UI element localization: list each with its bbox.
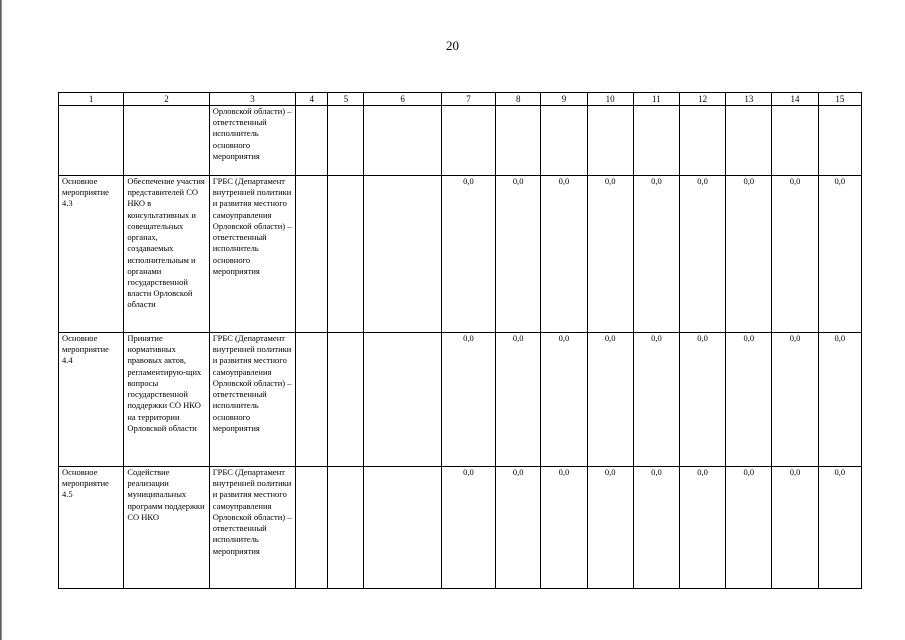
cell-value — [633, 106, 679, 176]
cell-empty — [364, 467, 441, 589]
header-cell: 10 — [587, 93, 633, 106]
header-cell: 12 — [680, 93, 726, 106]
header-cell: 8 — [496, 93, 541, 106]
header-cell: 2 — [124, 93, 209, 106]
cell-empty — [296, 106, 328, 176]
cell-executor: Орловской области) – ответственный исполнитель основного мероприятия — [209, 106, 295, 176]
cell-value — [441, 106, 495, 176]
header-cell: 5 — [328, 93, 364, 106]
table-row — [59, 333, 862, 467]
cell-description: Принятие нормативных правовых актов, регламентирую-щих вопросы государственной поддержки СО НКО на территории Орловской области — [124, 333, 209, 467]
cell-activity: Основное мероприятие 4.4 — [59, 333, 124, 467]
cell-empty — [364, 176, 441, 333]
table-row — [59, 467, 862, 589]
cell-value: 0,0 — [772, 176, 818, 333]
cell-value — [680, 106, 726, 176]
cell-value: 0,0 — [772, 333, 818, 467]
cell-empty — [364, 106, 441, 176]
cell-value: 0,0 — [726, 333, 772, 467]
cell-executor: ГРБС (Департамент внутренней политики и развития местного самоуправления Орловской области) – ответственный исполнитель мероприятия — [209, 467, 295, 589]
cell-value: 0,0 — [680, 467, 726, 589]
cell-value: 0,0 — [772, 467, 818, 589]
cell-empty — [296, 467, 328, 589]
page-number: 20 — [446, 38, 459, 53]
cell-empty — [328, 106, 364, 176]
cell-value: 0,0 — [541, 176, 587, 333]
header-cell: 7 — [441, 93, 495, 106]
cell-empty — [296, 333, 328, 467]
cell-value: 0,0 — [818, 176, 861, 333]
cell-activity: Основное мероприятие 4.3 — [59, 176, 124, 333]
header-cell: 11 — [633, 93, 679, 106]
cell-value: 0,0 — [441, 467, 495, 589]
header-cell: 4 — [296, 93, 328, 106]
cell-value: 0,0 — [541, 333, 587, 467]
scan-edge — [0, 0, 2, 640]
cell-value: 0,0 — [633, 176, 679, 333]
cell-value: 0,0 — [726, 467, 772, 589]
cell-value: 0,0 — [587, 333, 633, 467]
cell-value — [587, 106, 633, 176]
cell-value — [726, 106, 772, 176]
header-cell: 3 — [209, 93, 295, 106]
cell-value: 0,0 — [587, 467, 633, 589]
cell-activity: Основное мероприятие 4.5 — [59, 467, 124, 589]
cell-value — [496, 106, 541, 176]
cell-description: Содействие реализации муниципальных программ поддержки СО НКО — [124, 467, 209, 589]
cell-value: 0,0 — [818, 333, 861, 467]
table-row — [59, 176, 862, 333]
header-cell: 15 — [818, 93, 861, 106]
cell-value: 0,0 — [496, 333, 541, 467]
header-cell: 14 — [772, 93, 818, 106]
cell-value: 0,0 — [680, 333, 726, 467]
cell-value: 0,0 — [726, 176, 772, 333]
cell-value — [818, 106, 861, 176]
cell-value: 0,0 — [587, 176, 633, 333]
cell-description — [124, 106, 209, 176]
cell-value: 0,0 — [680, 176, 726, 333]
header-cell: 6 — [364, 93, 441, 106]
cell-empty — [364, 333, 441, 467]
cell-value: 0,0 — [541, 467, 587, 589]
cell-value: 0,0 — [818, 467, 861, 589]
cell-value: 0,0 — [633, 333, 679, 467]
cell-empty — [328, 176, 364, 333]
cell-value — [772, 106, 818, 176]
cell-value: 0,0 — [496, 467, 541, 589]
cell-executor: ГРБС (Департамент внутренней политики и развития местного самоуправления Орловской области) – ответственный исполнитель основного мероприятия — [209, 333, 295, 467]
header-cell: 1 — [59, 93, 124, 106]
program-table — [58, 92, 862, 589]
table-row — [59, 106, 862, 176]
cell-value: 0,0 — [441, 333, 495, 467]
cell-activity — [59, 106, 124, 176]
header-cell: 9 — [541, 93, 587, 106]
cell-value — [541, 106, 587, 176]
cell-empty — [328, 333, 364, 467]
cell-description: Обеспечение участия представителей СО НКО в консультативных и совещательных органах, создаваемых исполнительным и органами государственной власти Орловской области — [124, 176, 209, 333]
cell-value: 0,0 — [633, 467, 679, 589]
header-cell: 13 — [726, 93, 772, 106]
header-row — [59, 93, 862, 106]
cell-value: 0,0 — [496, 176, 541, 333]
cell-empty — [296, 176, 328, 333]
cell-empty — [328, 467, 364, 589]
cell-value: 0,0 — [441, 176, 495, 333]
cell-executor: ГРБС (Департамент внутренней политики и развития местного самоуправления Орловской области) – ответственный исполнитель основного мероприятия — [209, 176, 295, 333]
